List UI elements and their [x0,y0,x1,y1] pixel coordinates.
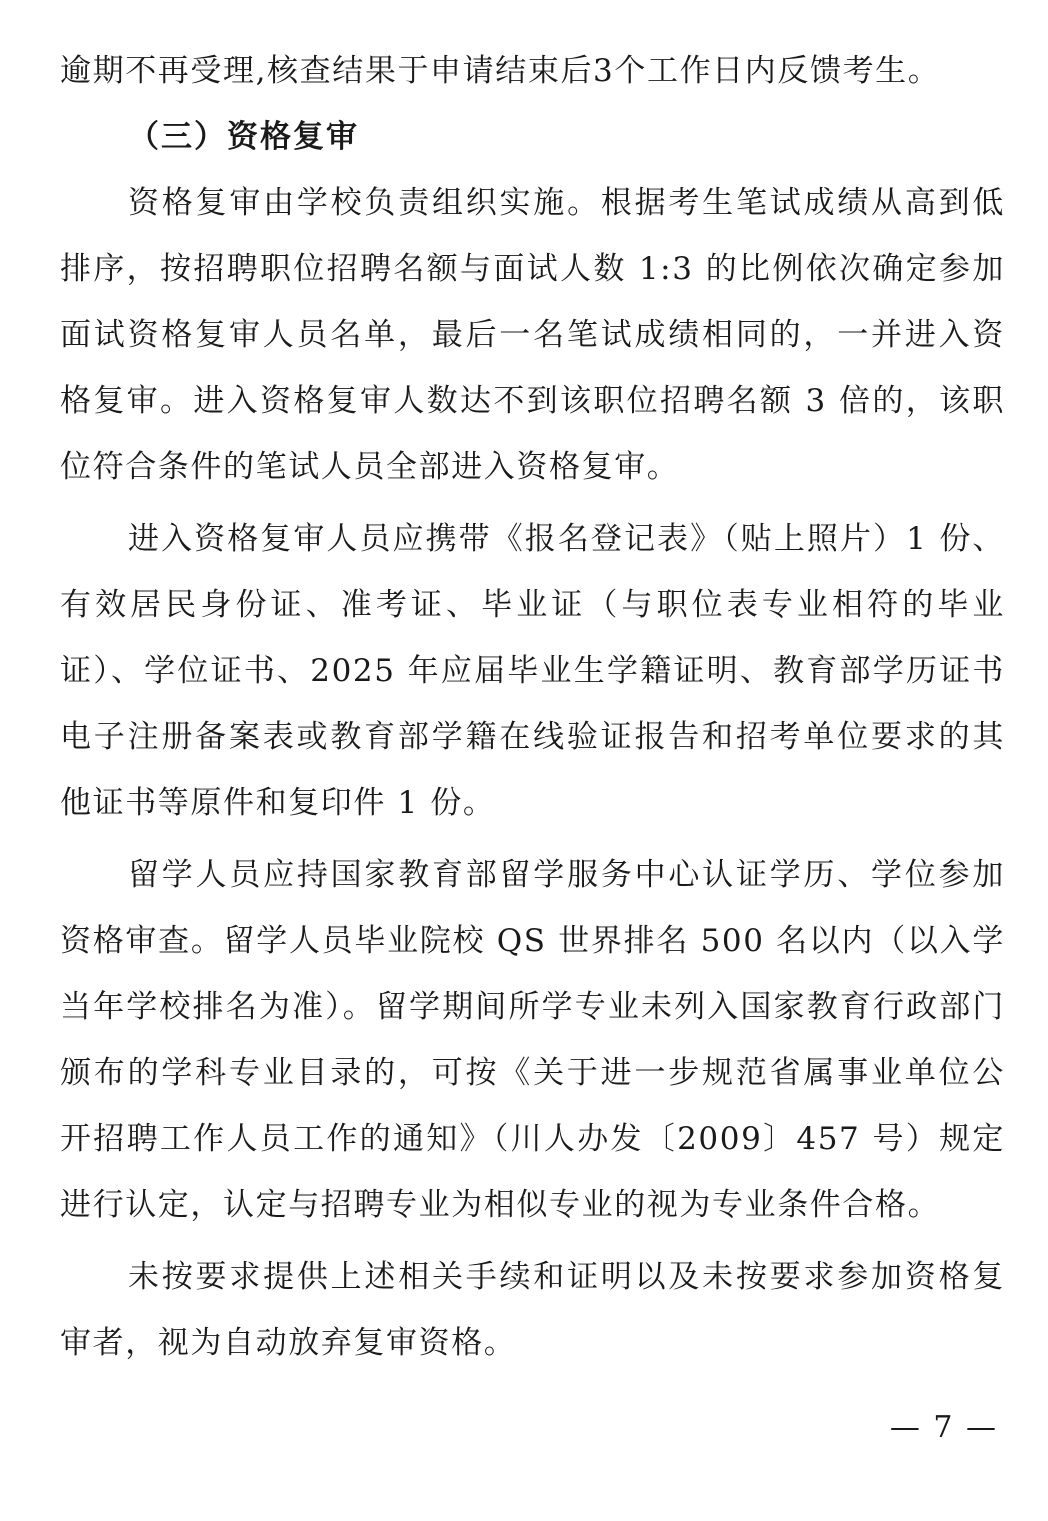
paragraph-forfeit: 未按要求提供上述相关手续和证明以及未按要求参加资格复审者，视为自动放弃复审资格。 [60,1259,1005,1361]
section-heading: （三）资格复审 [128,119,359,155]
paragraph-overseas-students: 留学人员应持国家教育部留学服务中心认证学历、学位参加资格审查。留学人员毕业院校 QS 世界排名 500 名以内（以入学当年学校排名为准）。留学期间所学专业未列入国家教育行政部门颁布的学科专业目录的，可按《关于进一步规范省属事业单位公开招聘工作人员工作的通知》（川人办发〔2009〕457 号）规定进行认定，认定与招聘专业为相似专业的视为专业条件合格。 [60,857,1005,1223]
page-number: — 7 — [889,1410,998,1445]
paragraph-continuation: 逾期不再受理,核查结果于申请结束后3个工作日内反馈考生。 [60,53,941,89]
paragraph-required-documents: 进入资格复审人员应携带《报名登记表》（贴上照片）1 份、有效居民身份证、准考证、毕业证（与职位表专业相符的毕业证）、学位证书、2025 年应届毕业生学籍证明、教育部学历证书电子注册备案表或教育部学籍在线验证报告和招考单位要求的其他证书等原件和复印件 1 份。 [60,521,1005,821]
paragraph-review-process: 资格复审由学校负责组织实施。根据考生笔试成绩从高到低排序，按招聘职位招聘名额与面试人数 1:3 的比例依次确定参加面试资格复审人员名单，最后一名笔试成绩相同的，一并进入资格复审。进入资格复审人数达不到该职位招聘名额 3 倍的，该职位符合条件的笔试人员全部进入资格复审。 [60,185,1005,485]
document-body [60,38,1005,1376]
